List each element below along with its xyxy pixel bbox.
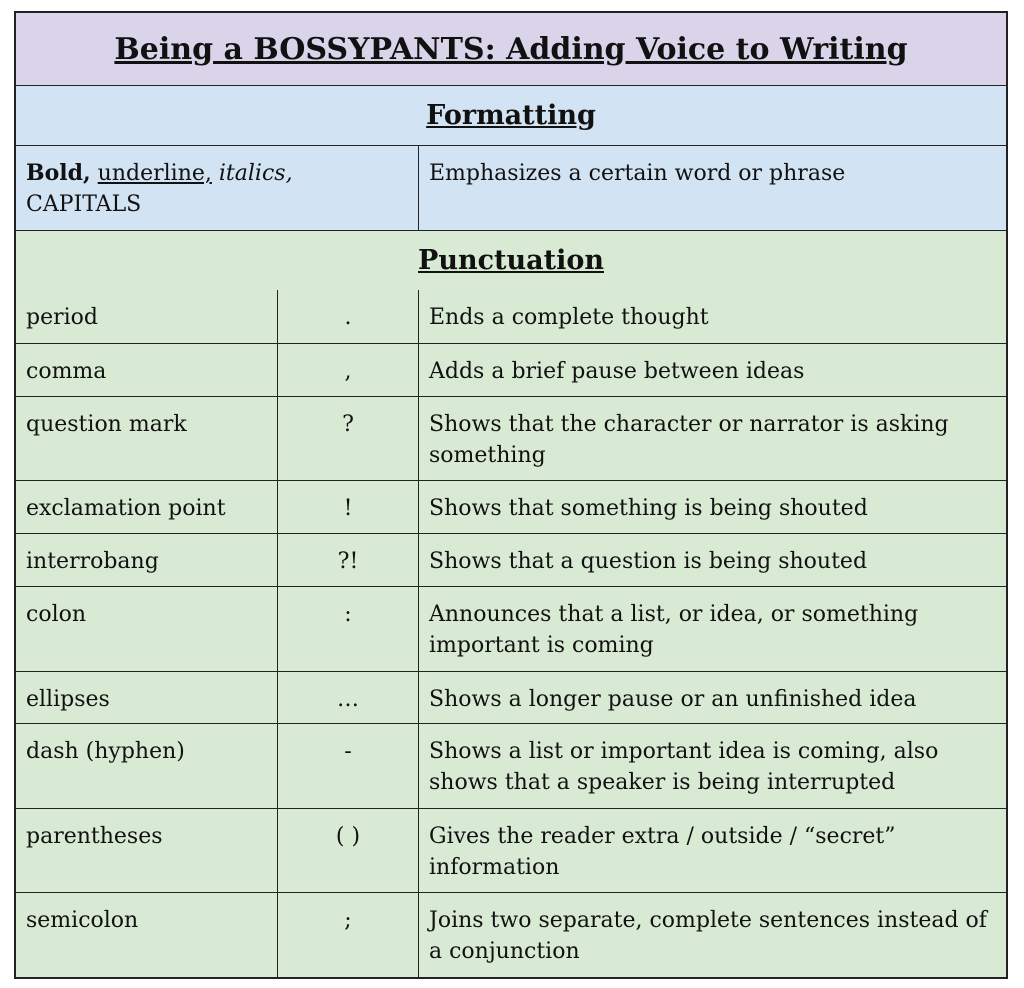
punctuation-name: semicolon — [16, 893, 278, 977]
punctuation-description: Ends a complete thought — [429, 305, 709, 330]
punctuation-symbol: : — [278, 587, 419, 671]
punctuation-description: Joins two separate, complete sentences instead of a conjunction — [429, 908, 987, 964]
punctuation-row — [16, 480, 1006, 533]
punctuation-symbol: ?! — [278, 534, 419, 586]
punctuation-symbol: , — [278, 344, 419, 396]
punctuation-heading: Punctuation — [418, 245, 604, 276]
punctuation-name: parentheses — [16, 809, 278, 892]
formatting-types — [16, 146, 419, 230]
punctuation-name: comma — [16, 344, 278, 396]
punctuation-name: interrobang — [16, 534, 278, 586]
underline-label: underline, — [97, 161, 212, 186]
punctuation-row — [16, 290, 1006, 343]
punctuation-description: Announces that a list, or idea, or something important is coming — [429, 602, 919, 658]
punctuation-symbol: … — [278, 672, 419, 723]
punctuation-description: Shows that something is being shouted — [429, 496, 868, 521]
punctuation-row — [16, 892, 1006, 977]
formatting-description: Emphasizes a certain word or phrase — [429, 161, 846, 186]
punctuation-description: Adds a brief pause between ideas — [429, 359, 805, 384]
punctuation-row — [16, 808, 1006, 892]
punctuation-name: ellipses — [16, 672, 278, 723]
punctuation-name: colon — [16, 587, 278, 671]
punctuation-row — [16, 586, 1006, 671]
punctuation-description: Shows a longer pause or an unfinished idea — [429, 687, 917, 712]
punctuation-name: exclamation point — [16, 481, 278, 533]
voice-table — [14, 11, 1008, 979]
formatting-heading-row — [16, 85, 1006, 145]
punctuation-symbol: - — [278, 724, 419, 808]
punctuation-symbol: ; — [278, 893, 419, 977]
punctuation-row — [16, 533, 1006, 586]
punctuation-name: period — [16, 290, 278, 343]
punctuation-description: Shows that the character or narrator is asking something — [429, 412, 949, 468]
formatting-row — [16, 145, 1006, 230]
punctuation-symbol: . — [278, 290, 419, 343]
punctuation-description: Gives the reader extra / outside / “secret” information — [429, 824, 896, 880]
punctuation-row — [16, 343, 1006, 396]
punctuation-symbol: ( ) — [278, 809, 419, 892]
punctuation-row — [16, 723, 1006, 808]
page-title: Being a BOSSYPANTS: Adding Voice to Writing — [114, 31, 908, 67]
punctuation-heading-row — [16, 230, 1006, 290]
punctuation-row — [16, 671, 1006, 723]
punctuation-symbol: ? — [278, 397, 419, 480]
punctuation-row — [16, 396, 1006, 480]
punctuation-symbol: ! — [278, 481, 419, 533]
bold-label: Bold, — [26, 160, 91, 186]
capitals-label: CAPITALS — [26, 192, 142, 217]
italics-label: italics, — [218, 161, 293, 186]
punctuation-description: Shows a list or important idea is coming, also shows that a speaker is being interrupted — [429, 739, 939, 795]
punctuation-description: Shows that a question is being shouted — [429, 549, 868, 574]
punctuation-name: dash (hyphen) — [16, 724, 278, 808]
punctuation-name: question mark — [16, 397, 278, 480]
formatting-heading: Formatting — [426, 100, 596, 131]
title-row — [16, 13, 1006, 85]
